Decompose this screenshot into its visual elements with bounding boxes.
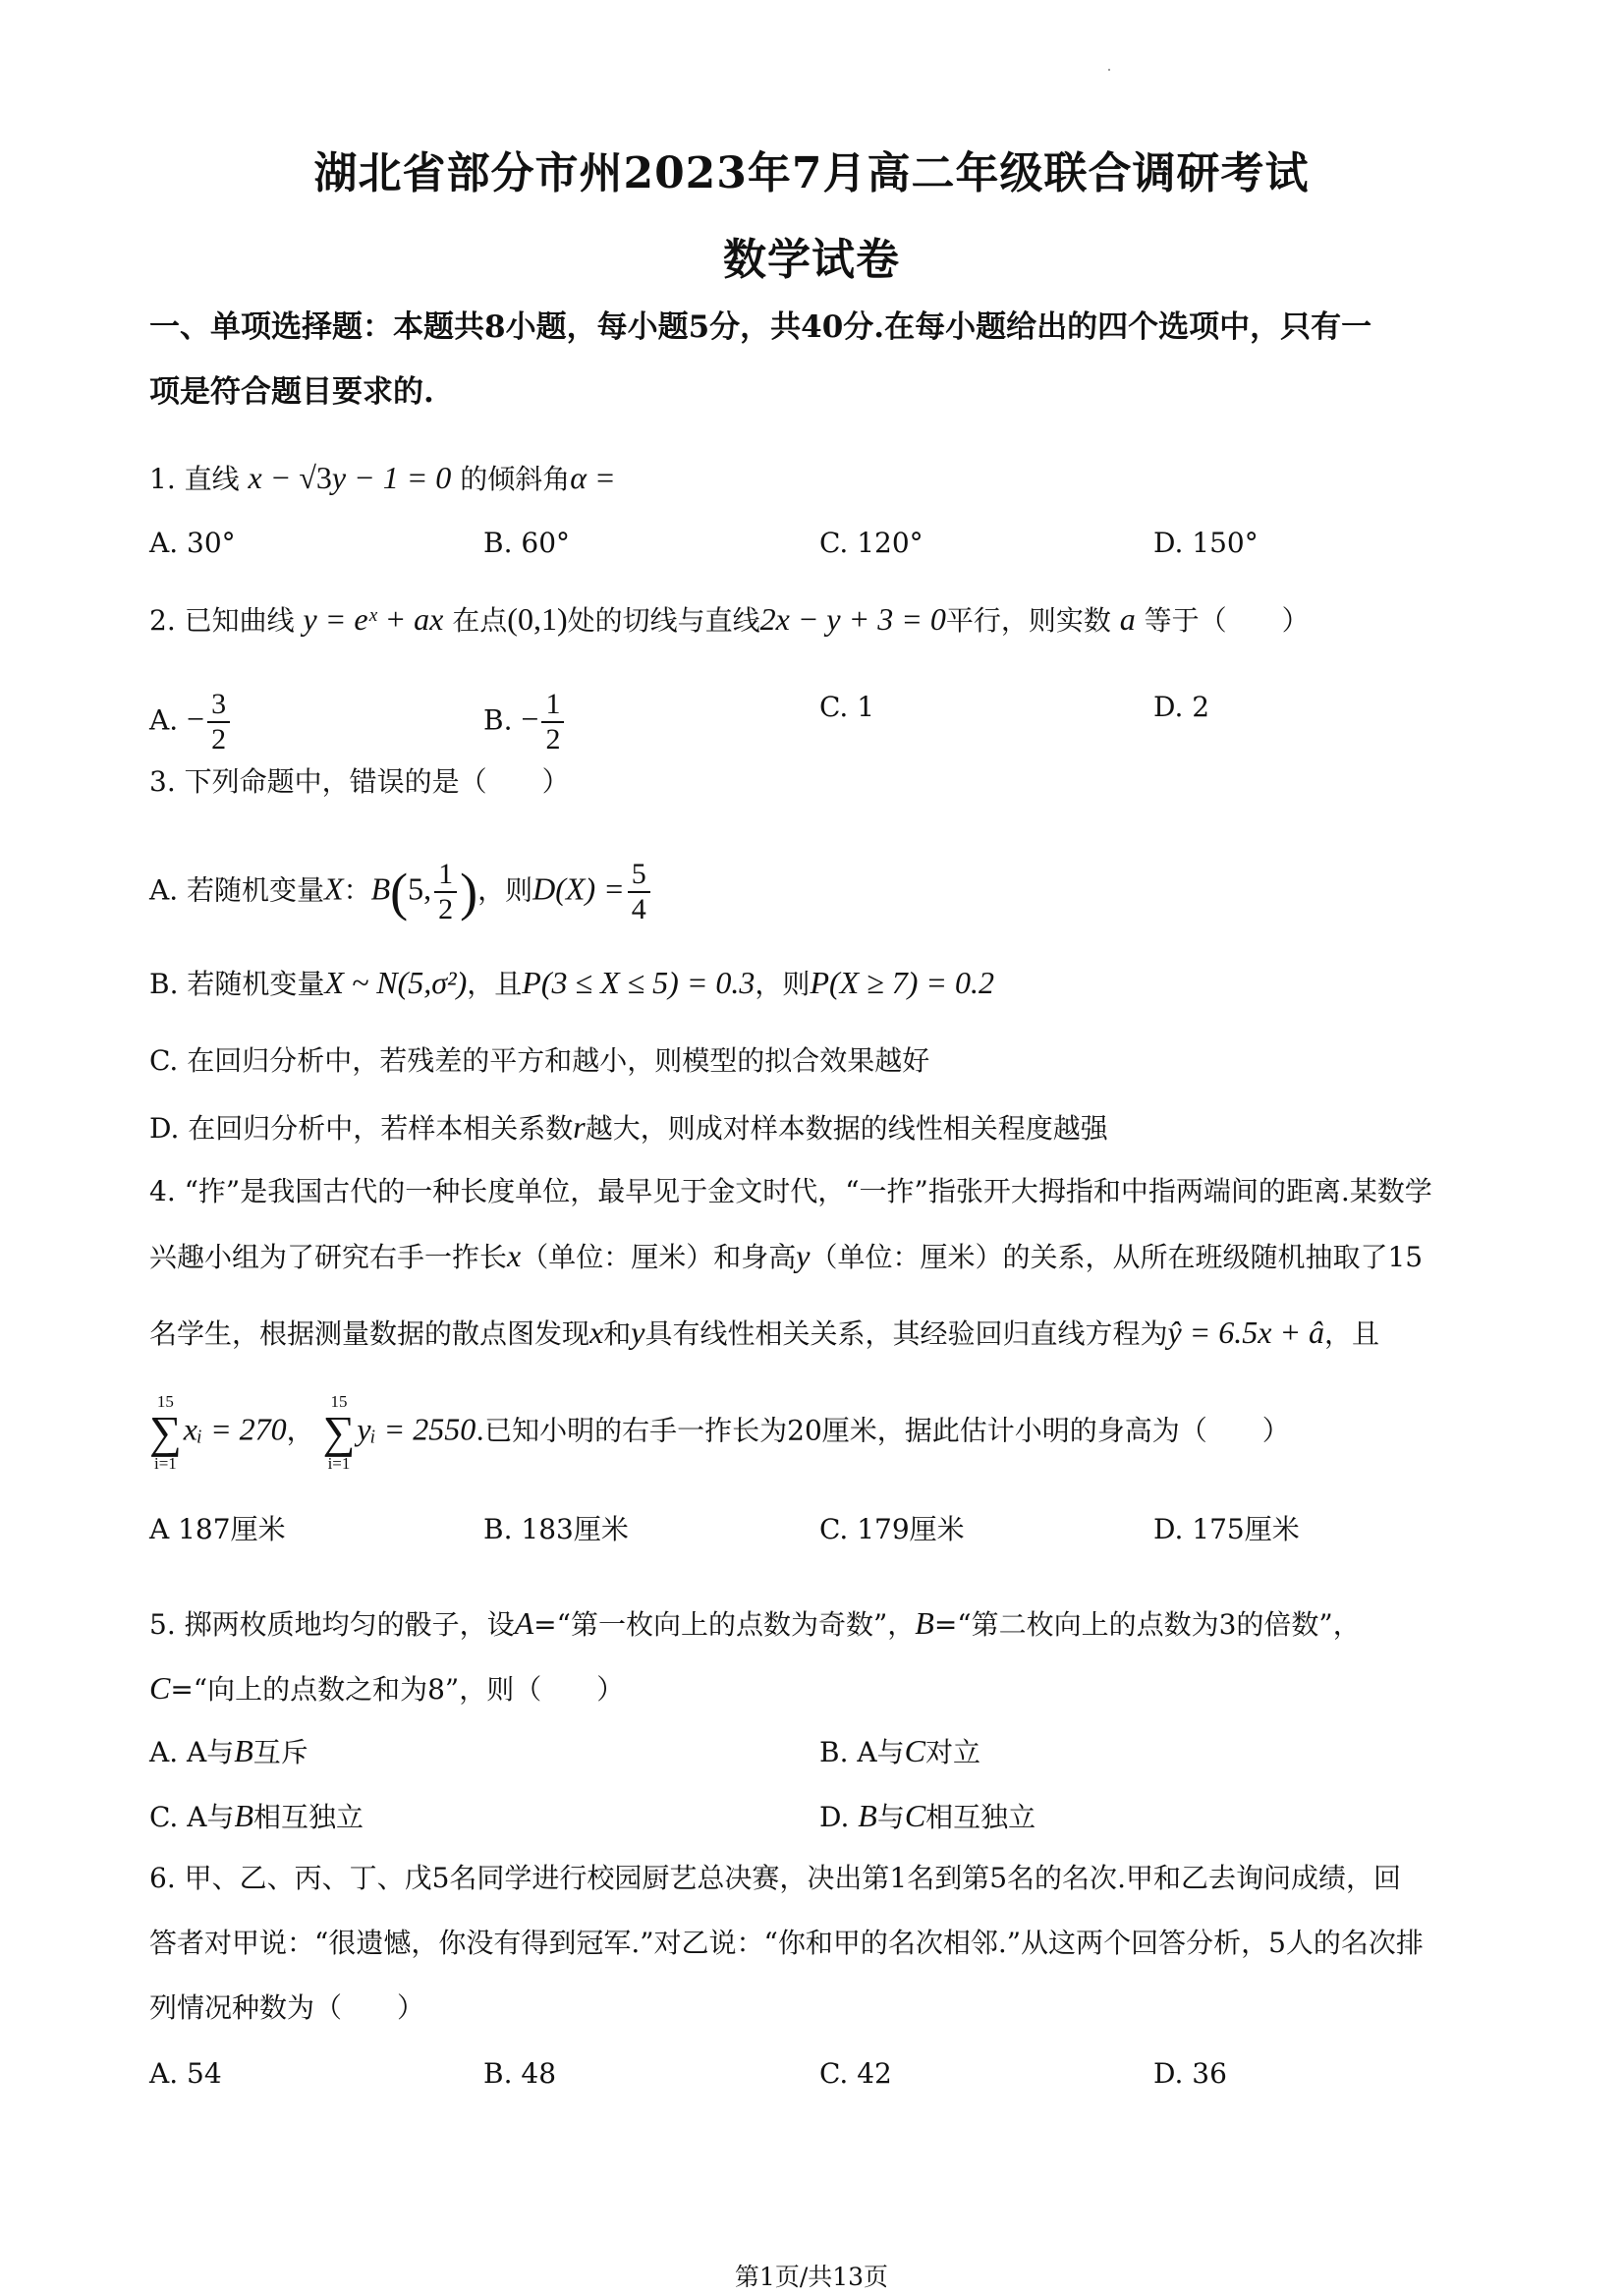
- q5-line1-c: =“第二枚向上的点数为3的倍数”，: [933, 1608, 1361, 1641]
- q1-sqrt: √3: [299, 460, 332, 495]
- q2-number: 2.: [149, 604, 176, 637]
- q2-line: 2x − y + 3 = 0: [759, 601, 946, 637]
- q6-line2: 答者对甲说：“很遗憾，你没有得到冠军.”对乙说：“你和甲的名次相邻.”从这两个回答分析，5人的名次排: [149, 1927, 1424, 1959]
- q1-option-a: A. 30°: [149, 527, 236, 559]
- q5-option-a-post: 互斥: [252, 1736, 308, 1768]
- q5-option-d-var1: B: [858, 1798, 877, 1833]
- q4-option-a: A 187厘米: [149, 1513, 286, 1545]
- q4-sum2-bottom: i=1: [327, 1454, 351, 1473]
- page-footer: 第1页/共13页: [734, 2263, 889, 2291]
- exam-title: 湖北省部分市州2023年7月高二年级联合调研考试: [313, 148, 1310, 198]
- q2-option-b: [483, 688, 567, 756]
- q4-line2-y: y: [796, 1238, 811, 1273]
- q5-line1-a: 5. 掷两枚质地均匀的骰子，设: [149, 1608, 515, 1641]
- q4-sum1: xᵢ = 270: [183, 1411, 287, 1447]
- q3-a-d: D(X) =: [532, 870, 625, 907]
- q4-sum2-top: 15: [330, 1392, 348, 1411]
- q5-option-b-pre: B. A与: [819, 1736, 905, 1768]
- q1-expr-a: x −: [248, 460, 300, 495]
- q5-event-c: C: [149, 1670, 171, 1706]
- q5-option-d-mid: 与: [876, 1801, 905, 1833]
- q4-sum1-sigma: 15 ∑ i=1: [149, 1392, 182, 1473]
- q5-line2-text: =“向上的点数之和为8”，则（ ）: [170, 1673, 625, 1706]
- q1-expr-b: y − 1 = 0: [331, 460, 452, 495]
- q3-a-frac-num: 1: [434, 858, 457, 893]
- q1-option-b: B. 60°: [483, 527, 571, 559]
- question-3-stem: 3. 下列命题中，错误的是（ ）: [149, 765, 570, 798]
- q3-a-frac-den: 2: [438, 893, 454, 925]
- q2-option-a-fraction: [207, 688, 230, 756]
- q5-option-d: [819, 1796, 1035, 1837]
- q2-point: (0,1): [507, 601, 568, 637]
- scan-dot: [1108, 69, 1110, 71]
- q3-b-dist: X ~ N(5,σ²): [324, 965, 468, 1000]
- q2-mid: 在点: [452, 604, 508, 637]
- q4-line3-y: y: [631, 1315, 645, 1350]
- q4-sum1-top: 15: [156, 1392, 174, 1411]
- q1-post: 的倾斜角: [460, 463, 571, 495]
- q2-tail: 等于（ ）: [1144, 604, 1310, 637]
- q5-option-a: [149, 1731, 308, 1772]
- q3-a-lparen: (: [390, 863, 409, 922]
- q3-d-pre: D. 在回归分析中，若样本相关系数: [149, 1112, 574, 1145]
- q4-sum2: yᵢ = 2550: [357, 1411, 476, 1447]
- q4-line3-b: 和: [603, 1317, 632, 1350]
- q3-a-5: 5,: [408, 870, 432, 907]
- q3-option-b: [149, 963, 1495, 1004]
- section1-heading-line2: 项是符合题目要求的.: [149, 374, 434, 410]
- q4-line4-tail: .已知小明的右手一拃长为20厘米，据此估计小明的身高为（ ）: [476, 1414, 1290, 1447]
- q3-a-result-fraction: [628, 858, 650, 926]
- section1-heading-line1: 一、单项选择题：本题共8小题，每小题5分，共40分.在每小题给出的四个选项中，只有一: [149, 309, 1372, 345]
- q2-option-a-sign: −: [187, 700, 205, 737]
- q3-option-a: [149, 858, 1495, 926]
- q3-a-result-den: 4: [631, 893, 646, 925]
- q5-option-c-var: B: [234, 1798, 253, 1833]
- q6-option-c: C. 42: [819, 2057, 892, 2090]
- q5-option-c-pre: C. A与: [149, 1801, 235, 1833]
- q3-a-mid: ，则: [477, 873, 533, 907]
- q2-option-a-label: A.: [149, 703, 179, 737]
- q4-line4: [149, 1393, 1495, 1472]
- q6-option-a: A. 54: [149, 2057, 222, 2090]
- q5-option-b-var: C: [904, 1733, 925, 1768]
- q4-option-b: B. 183厘米: [483, 1513, 629, 1545]
- q4-line2-a: 兴趣小组为了研究右手一拃长: [149, 1241, 508, 1273]
- q3-b-mid2: ，则: [755, 968, 811, 1000]
- q3-a-x: X: [324, 870, 344, 907]
- q2-option-a: [149, 688, 233, 756]
- q1-pre: 直线: [184, 463, 240, 495]
- q4-line3-a: 名学生，根据测量数据的散点图发现: [149, 1317, 590, 1350]
- q2-option-a-numerator: 3: [207, 688, 230, 723]
- q2-pre: 已知曲线: [184, 604, 295, 637]
- q1-number: 1.: [149, 463, 176, 495]
- q2-option-b-sign: −: [521, 700, 539, 737]
- q2-option-a-denominator: 2: [211, 723, 227, 756]
- q3-a-rparen: ): [460, 863, 478, 922]
- q2-option-d: D. 2: [1153, 691, 1210, 723]
- q3-b-mid: ，且: [467, 968, 523, 1000]
- q3-a-pre: A. 若随机变量: [149, 873, 325, 907]
- q5-event-a: A: [514, 1605, 534, 1641]
- q2-var: a: [1119, 601, 1136, 637]
- q5-option-a-var: B: [234, 1733, 253, 1768]
- q2-option-b-fraction: [541, 688, 564, 756]
- q3-a-fraction: [434, 858, 457, 926]
- q2-mid2: 处的切线与直线: [567, 604, 760, 637]
- q3-a-b: B: [370, 870, 391, 907]
- q5-option-d-post: 相互独立: [925, 1801, 1036, 1833]
- q4-line1: 4. “拃”是我国古代的一种长度单位，最早见于金文时代，“一拃”指张开大拇指和中指两端间的距离.某数学: [149, 1175, 1432, 1207]
- q6-option-d: D. 36: [1153, 2057, 1227, 2090]
- q2-curve: y = eˣ + ax: [303, 601, 444, 637]
- q3-d-post: 越大，则成对样本数据的线性相关程度越强: [585, 1112, 1108, 1145]
- q4-line3-d: ，且: [1324, 1317, 1380, 1350]
- q4-option-d: D. 175厘米: [1153, 1513, 1300, 1545]
- q2-post: 平行，则实数: [945, 604, 1111, 637]
- question-2: [149, 599, 1495, 641]
- q4-line3: [149, 1313, 1495, 1354]
- q4-sum2-sigma: 15 ∑ i=1: [322, 1392, 356, 1473]
- q5-option-c-post: 相互独立: [253, 1801, 364, 1833]
- q3-b-p2: P(X ≥ 7) = 0.2: [810, 965, 994, 1000]
- q1-option-d: D. 150°: [1153, 527, 1259, 559]
- q3-b-pre: B. 若随机变量: [149, 968, 325, 1000]
- q5-line2: [149, 1668, 1495, 1709]
- q3-a-result-num: 5: [628, 858, 650, 893]
- q3-option-d: [149, 1107, 1495, 1148]
- q6-line1: 6. 甲、乙、丙、丁、戊5名同学进行校园厨艺总决赛，决出第1名到第5名的名次.甲和乙去询问成绩，回: [149, 1862, 1401, 1894]
- section1-heading: [149, 295, 1485, 424]
- q4-option-c: C. 179厘米: [819, 1513, 965, 1545]
- q2-option-b-label: B.: [483, 703, 513, 737]
- q5-option-d-pre: D.: [819, 1801, 859, 1833]
- q5-option-b-post: 对立: [924, 1736, 980, 1768]
- q3-a-colon: ：: [343, 873, 371, 907]
- q4-line2-b: （单位：厘米）和身高: [521, 1241, 797, 1273]
- q2-option-b-numerator: 1: [541, 688, 564, 723]
- q6-option-b: B. 48: [483, 2057, 557, 2090]
- q4-line2-c: （单位：厘米）的关系，从所在班级随机抽取了15: [810, 1241, 1424, 1273]
- q5-option-c: [149, 1796, 364, 1837]
- exam-subtitle: 数学试卷: [723, 235, 900, 285]
- question-1: [149, 458, 1495, 499]
- q4-comma: ，: [286, 1414, 314, 1447]
- q4-regression-equation: ŷ = 6.5x + â: [1167, 1315, 1325, 1350]
- q5-option-d-var2: C: [904, 1798, 926, 1833]
- q1-alpha: α =: [570, 460, 616, 495]
- q1-option-c: C. 120°: [819, 527, 923, 559]
- q3-b-p1: P(3 ≤ X ≤ 5) = 0.3: [522, 965, 756, 1000]
- q4-line2-x: x: [507, 1238, 522, 1273]
- q5-option-b: [819, 1731, 980, 1772]
- q4-sum1-bottom: i=1: [153, 1454, 177, 1473]
- q3-option-c: C. 在回归分析中，若残差的平方和越小，则模型的拟合效果越好: [149, 1044, 930, 1077]
- q2-option-c: C. 1: [819, 691, 875, 723]
- q4-line3-x: x: [589, 1315, 604, 1350]
- q3-d-r: r: [573, 1109, 586, 1145]
- q6-line3: 列情况种数为（ ）: [149, 1991, 425, 2024]
- q5-line1-b: =“第一枚向上的点数为奇数”，: [533, 1608, 916, 1641]
- q4-line3-c: 具有线性相关关系，其经验回归直线方程为: [644, 1317, 1168, 1350]
- q2-option-b-denominator: 2: [545, 723, 561, 756]
- q5-event-b: B: [915, 1605, 934, 1641]
- q5-line1: [149, 1603, 1495, 1645]
- q5-option-a-pre: A. A与: [149, 1736, 235, 1768]
- q4-line2: [149, 1236, 1495, 1277]
